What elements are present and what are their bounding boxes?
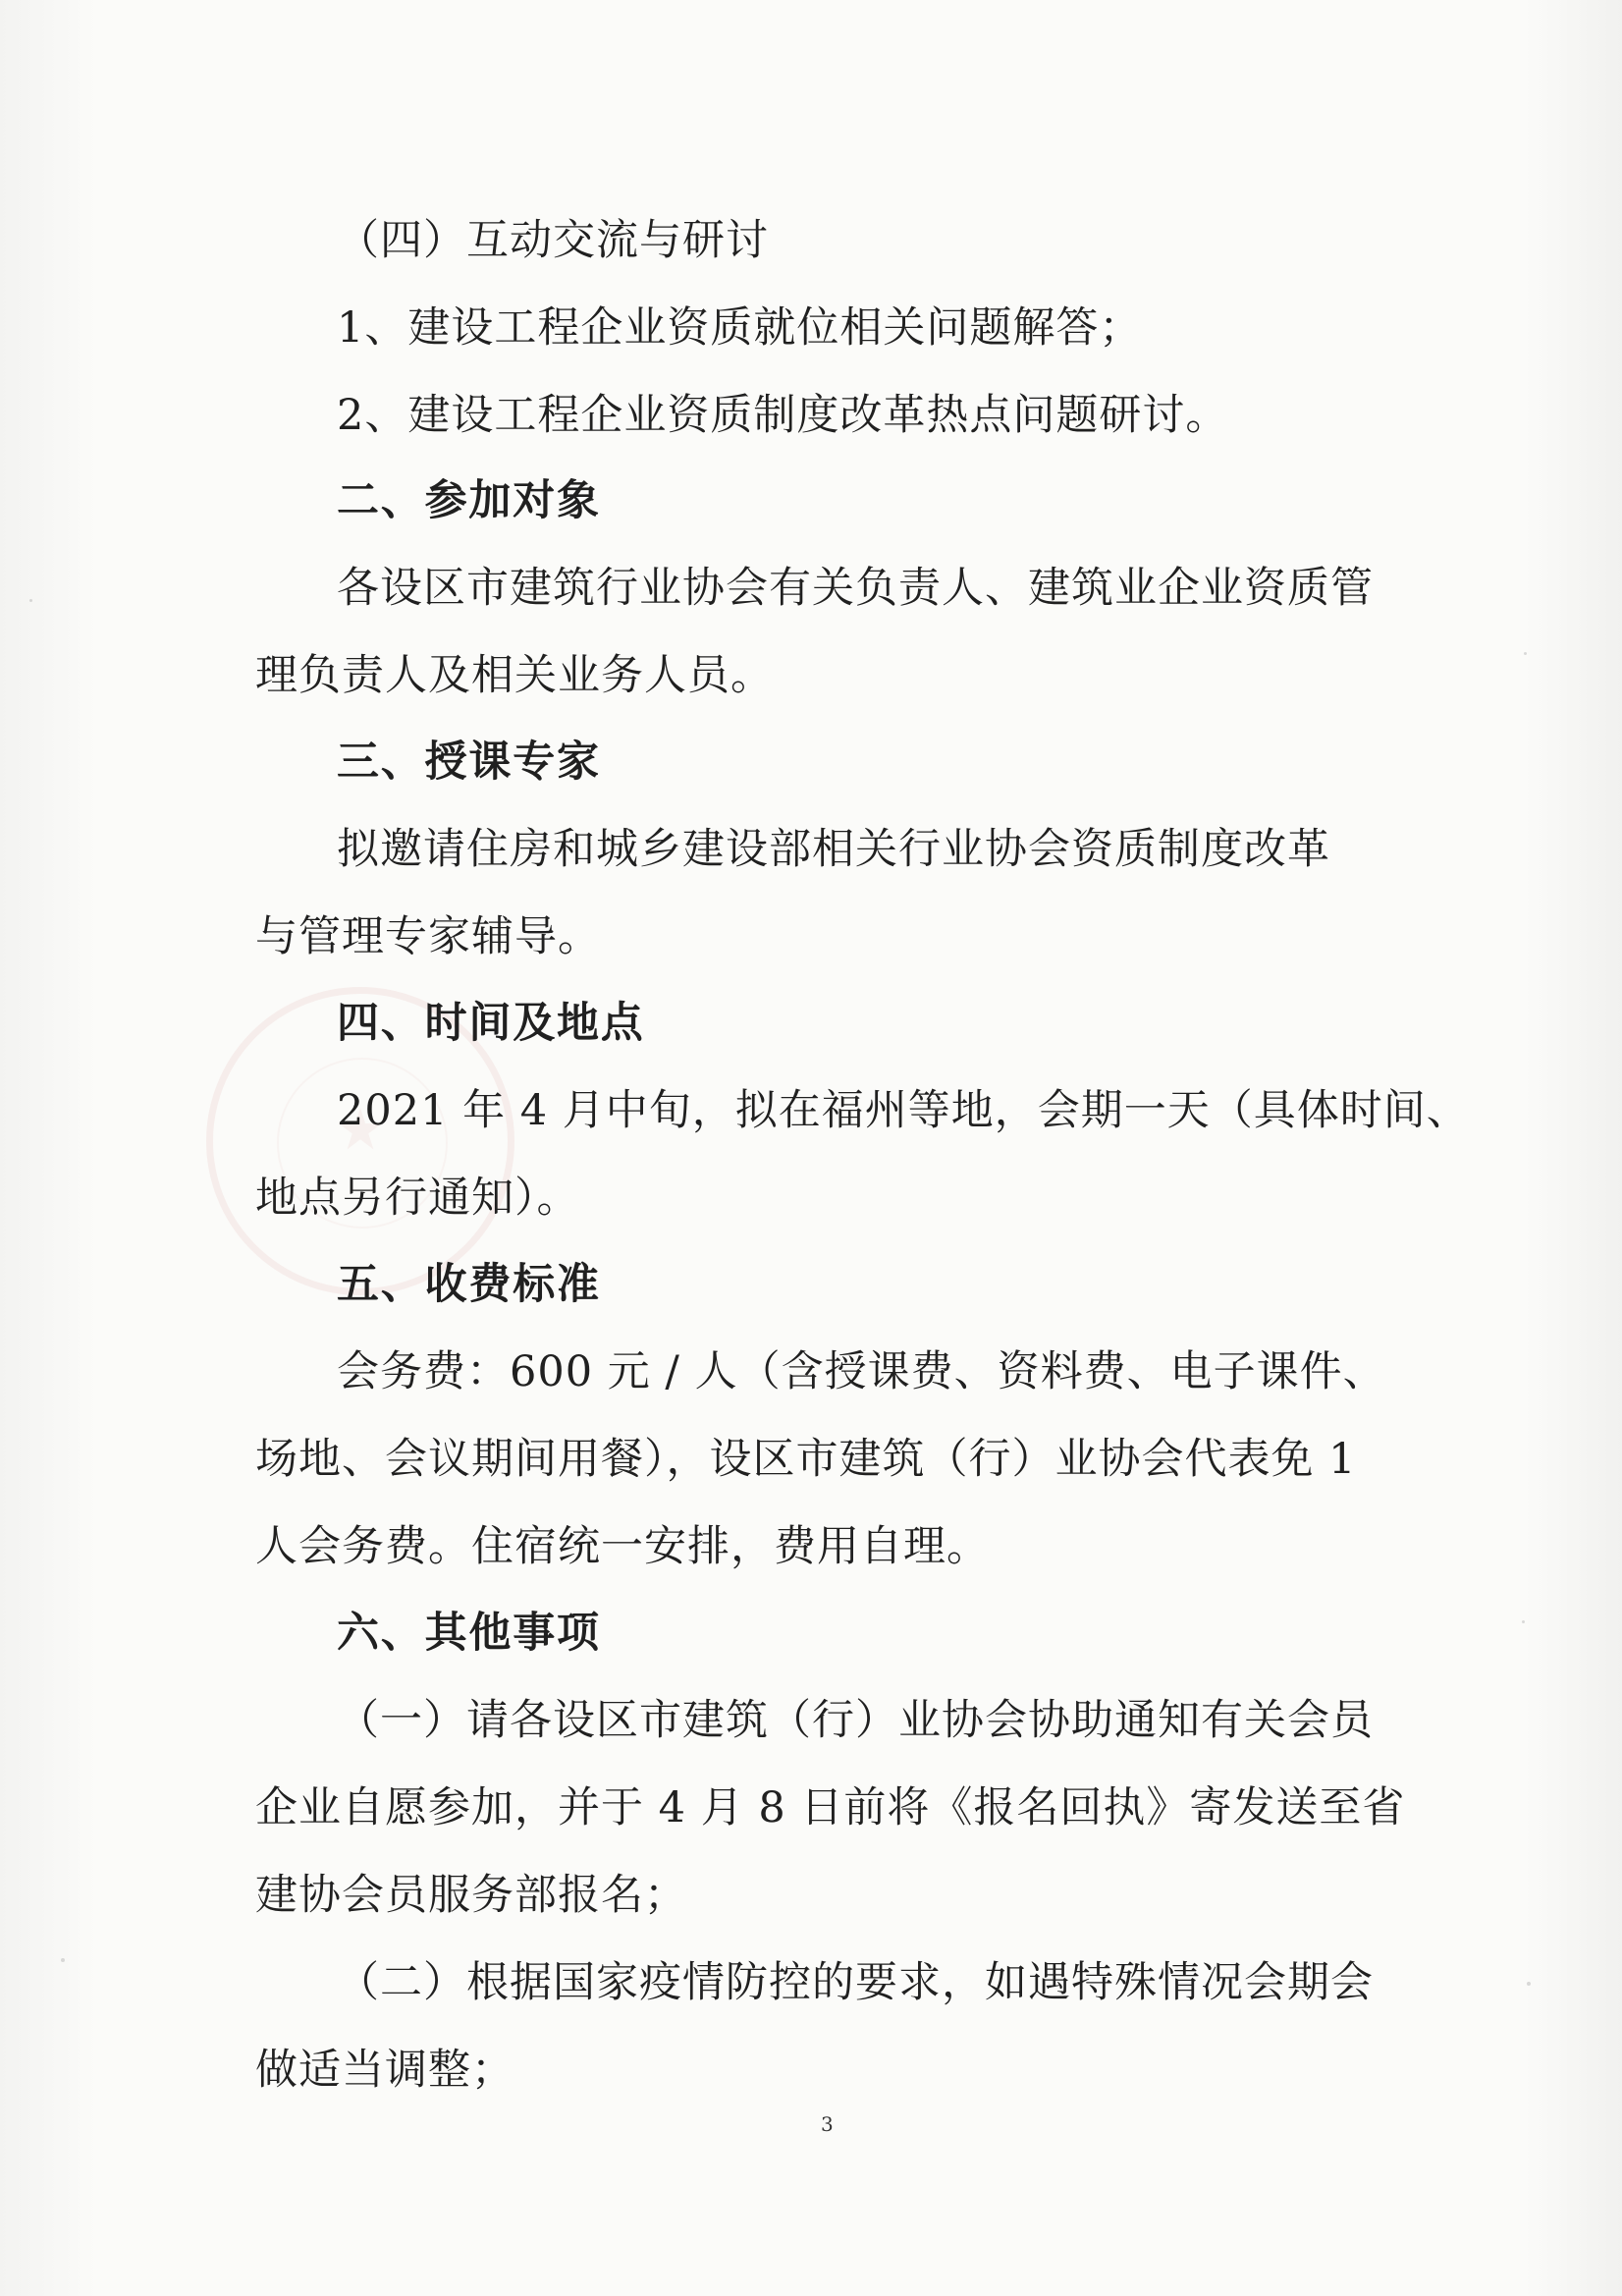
scan-speck — [1527, 1982, 1531, 1986]
fees-paragraph-line-1: 会务费：600 元 / 人（含授课费、资料费、电子课件、 — [337, 1347, 1386, 1396]
section-heading-time-location: 四、时间及地点 — [337, 999, 645, 1048]
participants-paragraph-line-1: 各设区市建筑行业协会有关负责人、建筑业企业资质管 — [337, 564, 1374, 613]
section-heading-participants: 二、参加对象 — [337, 476, 601, 525]
other-matters-item-two-line-1: （二）根据国家疫情防控的要求，如遇特殊情况会期会 — [337, 1958, 1374, 2007]
other-matters-item-two-line-2: 做适当调整； — [255, 2046, 514, 2095]
time-location-paragraph-line-1: 2021 年 4 月中旬，拟在福州等地，会期一天（具体时间、 — [337, 1086, 1470, 1135]
fees-paragraph-line-2: 场地、会议期间用餐），设区市建筑（行）业协会代表免 1 — [255, 1435, 1357, 1484]
experts-paragraph-line-1: 拟邀请住房和城乡建设部相关行业协会资质制度改革 — [337, 825, 1330, 874]
scan-speck — [29, 599, 32, 602]
page-number: 3 — [821, 2112, 834, 2136]
other-matters-item-one-line-1: （一）请各设区市建筑（行）业协会协助通知有关会员 — [337, 1696, 1374, 1745]
scan-speck — [61, 1958, 65, 1962]
other-matters-item-one-line-3: 建协会员服务部报名； — [255, 1871, 687, 1920]
time-location-paragraph-line-2: 地点另行通知）。 — [255, 1174, 580, 1223]
section-heading-other-matters: 六、其他事项 — [337, 1609, 601, 1658]
other-matters-item-one-line-2: 企业自愿参加，并于 4 月 8 日前将《报名回执》寄发送至省 — [255, 1783, 1406, 1832]
experts-paragraph-line-2: 与管理专家辅导。 — [255, 912, 601, 961]
section-four-subheading: （四）互动交流与研讨 — [337, 216, 769, 265]
agenda-item-two: 2、建设工程企业资质制度改革热点问题研讨。 — [337, 391, 1229, 440]
scan-speck — [1524, 652, 1527, 655]
agenda-item-one: 1、建设工程企业资质就位相关问题解答； — [337, 303, 1143, 353]
participants-paragraph-line-2: 理负责人及相关业务人员。 — [255, 651, 774, 700]
section-heading-fees: 五、收费标准 — [337, 1260, 601, 1309]
scan-speck — [1522, 1620, 1525, 1623]
fees-paragraph-line-3: 人会务费。住宿统一安排，费用自理。 — [255, 1522, 990, 1571]
section-heading-experts: 三、授课专家 — [337, 738, 601, 787]
